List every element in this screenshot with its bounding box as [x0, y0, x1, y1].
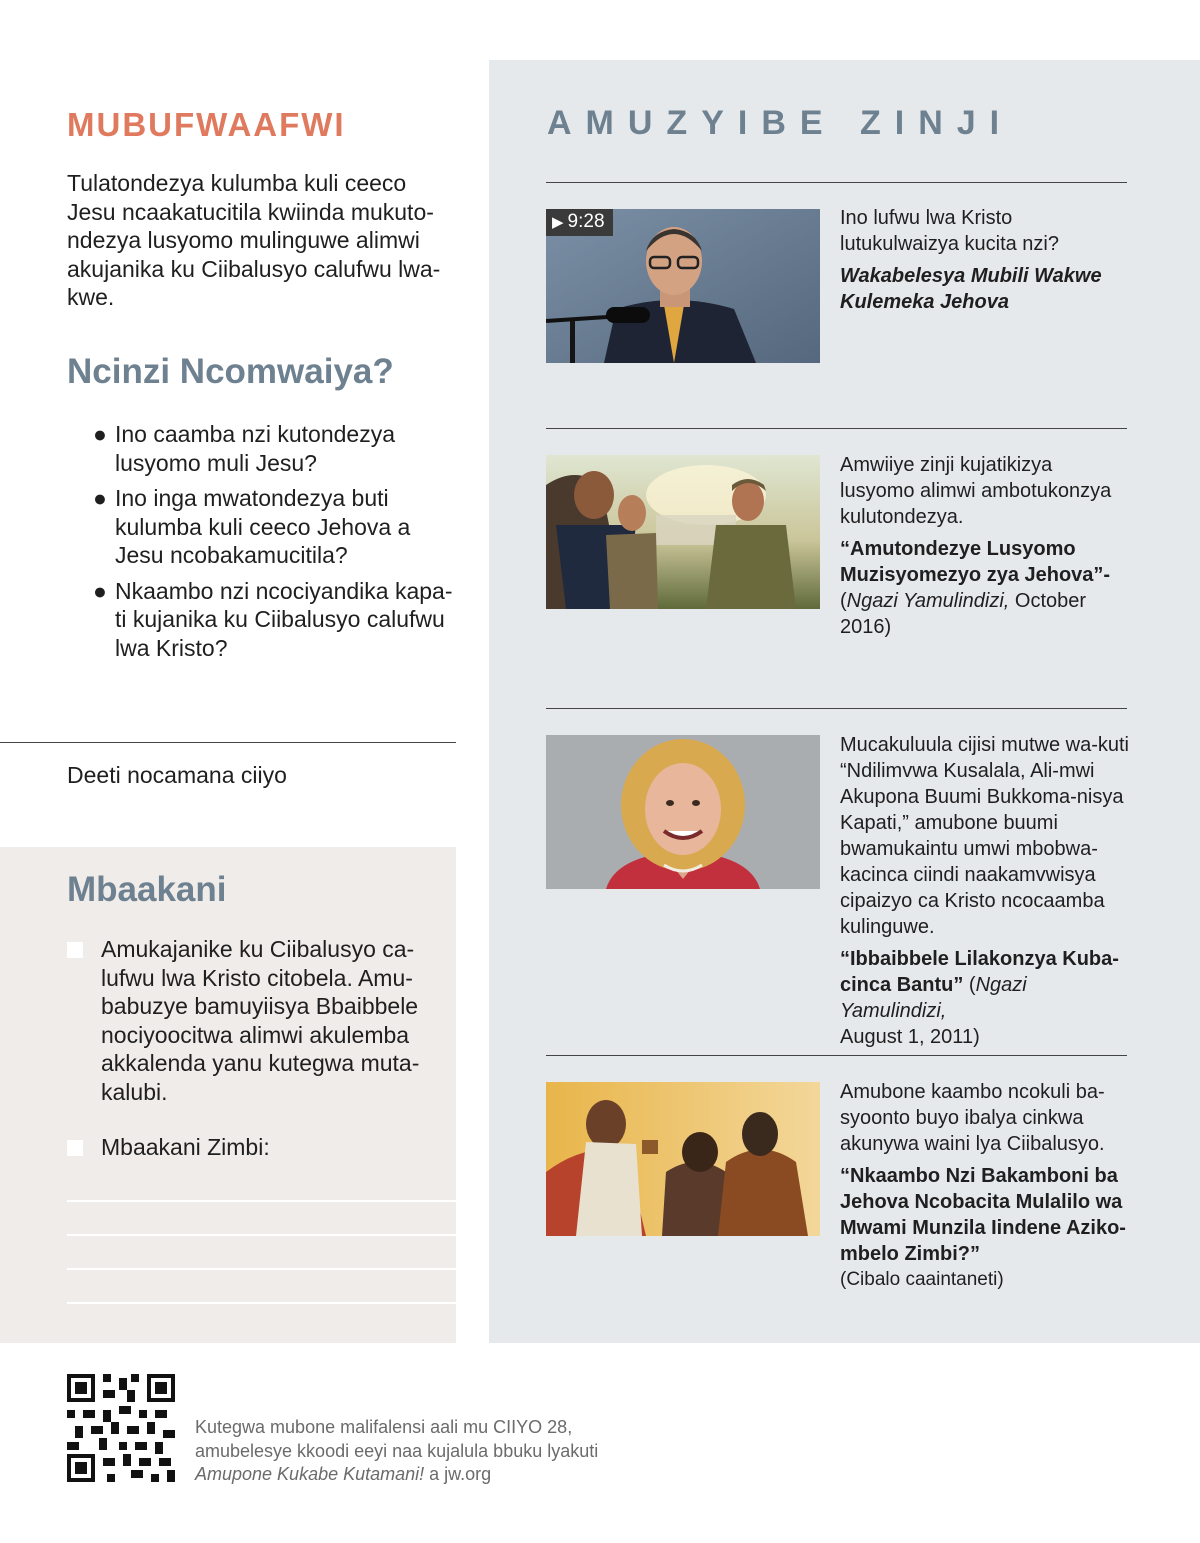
- bullet-icon: ●: [93, 485, 107, 511]
- divider: [0, 742, 456, 743]
- footer-note: Kutegwa mubone malifalensi aali mu CIIYO 28, amubelesye kkoodi eeyi naa kujalula bbuku lyakuti Amupone Kukabe Kutamani! a jw.org: [195, 1417, 599, 1484]
- date-completed-label: Deeti nocamana ciiyo: [67, 762, 287, 788]
- divider: [546, 182, 1127, 183]
- write-in-line[interactable]: [67, 1302, 456, 1304]
- resource-entry: [840, 1079, 1130, 1293]
- divider: [546, 428, 1127, 429]
- checkbox[interactable]: [67, 942, 83, 958]
- resource-title-link[interactable]: “Nkaambo Nzi Bakamboni ba Jehova Ncobacita Mulalilo wa Mwami Munzila Iindene Aziko-mbelo Zimbi?”: [840, 1165, 1126, 1265]
- article-thumbnail[interactable]: [546, 1082, 820, 1236]
- checkbox[interactable]: [67, 1140, 83, 1156]
- bible-scene-image: [546, 455, 820, 609]
- resource-title-link[interactable]: Wakabelesya Mubili Wakwe Kulemeka Jehova: [840, 265, 1102, 313]
- resource-question: Amwiiye zinji kujatikizya lusyomo alimwi ambotukonzya kulutondezya.: [840, 454, 1112, 528]
- resource-source: (Cibalo caaintaneti): [840, 1269, 1004, 1290]
- write-in-line[interactable]: [67, 1234, 456, 1236]
- write-in-line[interactable]: [67, 1268, 456, 1270]
- list-item: ● Ino inga mwatondezya buti kulumba kuli ceeco Jehova a Jesu ncobakamucitila?: [93, 485, 411, 568]
- resource-title-link[interactable]: “Amutondezye Lusyomo Muzisyomezyo zya Jehova”- (Ngazi Yamulindizi, October 2016): [840, 538, 1111, 638]
- resource-question: Ino lufwu lwa Kristo lutukulwaizya kucita nzi?: [840, 207, 1059, 255]
- goal-item: Amukajanike ku Ciibalusyo ca-lufwu lwa Kristo citobela. Amu-babuzye bamuyiisya Bbaibbele nociyoocitwa alimwi akulemba akkalenda yanu kutegwa muta-kalubi.: [67, 935, 432, 1106]
- write-in-line[interactable]: [67, 1200, 456, 1202]
- play-icon: ▶: [552, 214, 564, 231]
- resource-question: Mucakuluula cijisi mutwe wa-kuti “Ndilimvwa Kusalala, Ali-mwi Akupona Buumi Bukkoma-nisya Kapati,” amubone buumi bwamukaintu umwi mbobwa-kacinca ciindi naakamvwisya cipaizyo ca Kristo ncocaamba kulinguwe.: [840, 734, 1129, 938]
- video-thumbnail[interactable]: [546, 209, 820, 363]
- section-kicker: MUBUFWAAFWI: [67, 106, 346, 143]
- bullet-icon: ●: [93, 577, 107, 604]
- further-reading-title: AMUZYIBE ZINJI: [547, 104, 1014, 142]
- memorial-supper-image: [546, 1082, 820, 1236]
- resource-question: Amubone kaambo ncokuli ba-syoonto buyo ibalya cinkwa akunywa waini lya Ciibalusyo.: [840, 1081, 1105, 1155]
- list-item: ● Nkaambo nzi ncociyandika kapa-ti kujanika ku Ciibalusyo calufwu lwa Kristo?: [93, 577, 453, 661]
- goals-list: [67, 935, 432, 1189]
- intro-text: Tulatondezya kulumba kuli ceeco Jesu ncaakatucitila kwiinda mukuto-ndezya lusyomo mulinguwe alimwi akujanika ku Ciibalusyo calufwu lwa-kwe.: [67, 170, 441, 310]
- resource-entry: [840, 732, 1130, 1050]
- questions-list: [93, 420, 458, 669]
- list-item: ● Ino caamba nzi kutondezya lusyomo muli Jesu?: [93, 421, 396, 476]
- smiling-woman-image: [546, 735, 820, 889]
- goals-heading: Mbaakani: [67, 870, 227, 909]
- resource-title-link[interactable]: “Ibbaibbele Lilakonzya Kuba-cinca Bantu” (Ngazi Yamulindizi, August 1, 2011): [840, 948, 1119, 1048]
- article-thumbnail[interactable]: [546, 735, 820, 889]
- resource-entry: [840, 452, 1130, 640]
- qr-code-icon[interactable]: [67, 1374, 175, 1482]
- article-thumbnail[interactable]: [546, 455, 820, 609]
- divider: [546, 708, 1127, 709]
- video-duration-badge: ▶ 9:28: [546, 209, 613, 236]
- bullet-icon: ●: [93, 421, 107, 447]
- divider: [546, 1055, 1127, 1056]
- resource-entry: [840, 205, 1130, 315]
- goal-item: Mbaakani Zimbi:: [67, 1133, 432, 1162]
- questions-heading: Ncinzi Ncomwaiya?: [67, 352, 394, 391]
